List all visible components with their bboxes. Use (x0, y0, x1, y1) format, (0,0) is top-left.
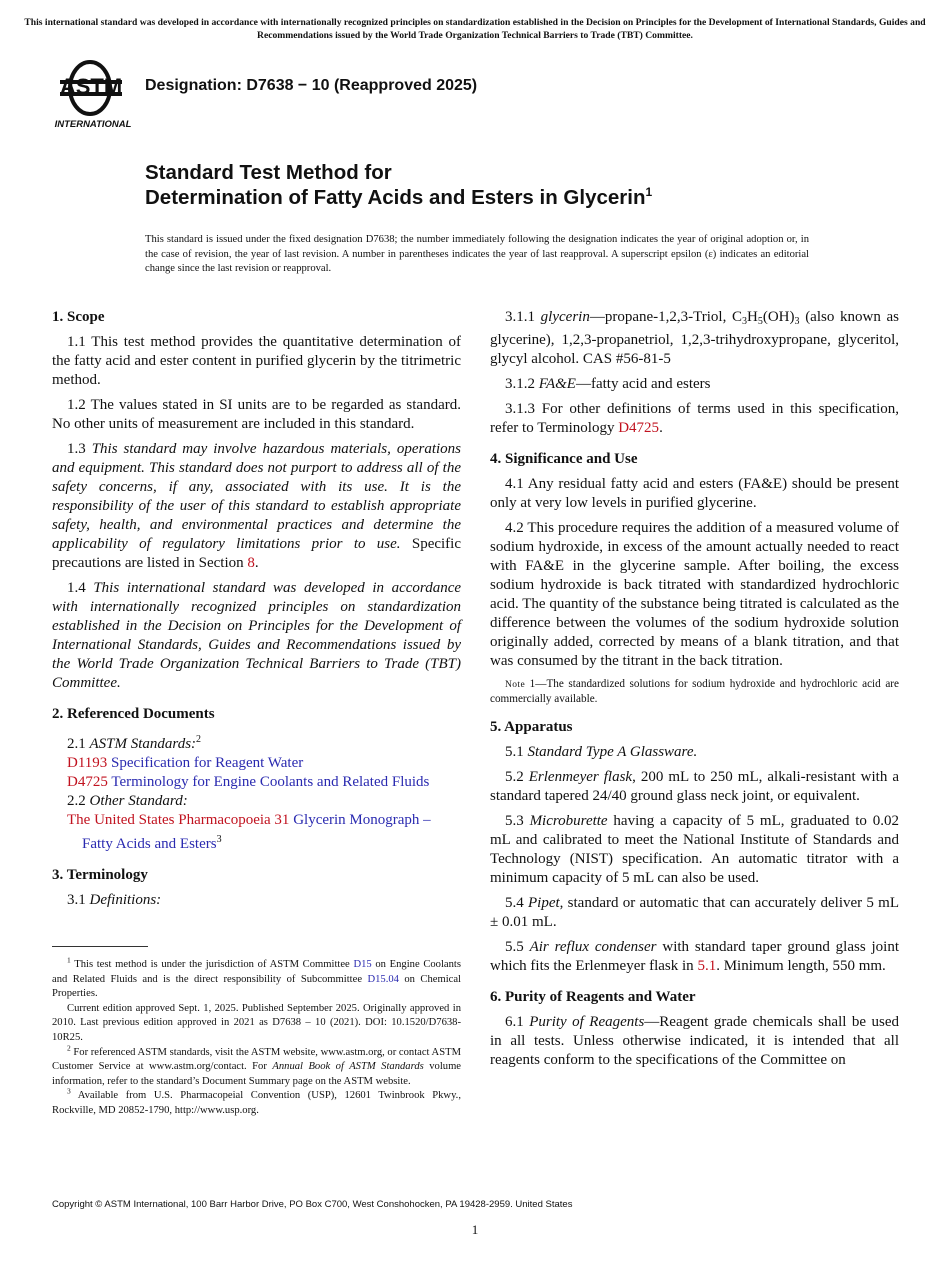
section-heading-purity: 6. Purity of Reagents and Water (490, 989, 696, 1005)
ref-usp-code[interactable]: The United States Pharmacopoeia 31 (67, 812, 290, 828)
para-1-4: 1.4 This international standard was developed in accordance with internationally recognized principles on standardization established in the Decision on Principles for the Development of International Standards, Guides and Recommendations issued by the World Trade Organization Technical Barriers to Trade (TBT) Committee. (52, 580, 462, 691)
copyright: Copyright © ASTM International, 100 Barr Harbor Drive, PO Box C700, West Conshohocken, PA 19428-2959. United States (52, 1199, 573, 1210)
logo-subtext: INTERNATIONAL (54, 119, 132, 130)
para-4-1: 4.1 Any residual fatty acid and esters (FA&E) should be present only at very low levels in purified glycerine. (490, 476, 899, 511)
section-heading-significance: 4. Significance and Use (490, 451, 638, 467)
section-heading-terminology: 3. Terminology (52, 867, 148, 883)
fn-d1504-link[interactable]: D15.04 (367, 973, 399, 985)
title-footnote-mark: 1 (645, 185, 653, 200)
footnote-1: $^1$ This test method is under the jurisdiction of ASTM Committee D15 on Engine Coolants and Related Fluids and is the direct responsibility of Subcommittee D15.04 on Chemical Properties. (52, 955, 461, 1000)
issued-note: This standard is issued under the fixed designation D7638; the number immediately following the designation indicates the year of original adoption or, in the case of revision, the year of last revision. A number in parentheses indicates the year of last reapproval. A superscript epsilon (ε) indicates an editorial change since the last revision or reapproval. (145, 234, 809, 275)
para-5-4: 5.4 Pipet, standard or automatic that can accurately deliver 5 mL ± 0.01 mL. (490, 895, 899, 930)
section-5-1-link[interactable]: 5.1 (697, 958, 717, 974)
section-heading-apparatus: 5. Apparatus (490, 719, 573, 735)
footnote-rule (52, 946, 148, 947)
title-line-2: Determination of Fatty Acids and Esters in Glycerin$^1$ (145, 185, 653, 209)
d4725-link[interactable]: D4725 (618, 420, 660, 436)
para-3-1: 3.1 Definitions: (67, 892, 162, 908)
para-5-2: 5.2 Erlenmeyer flask, 200 mL to 250 mL, alkali-resistant with a standard tapered 24/40 ground glass neck joint, or equivalent. (490, 769, 900, 804)
designation: Designation: D7638 − 10 (Reapproved 2025) (145, 77, 478, 94)
ref-d1193-code[interactable]: D1193 (67, 755, 108, 771)
top-notice: This international standard was developed in accordance with internationally recognized principles on standardization established in the Decision on Principles for the Development of International Standards, Guides and Recommendations issued by the World Trade Organization Technical Barriers to Trade (TBT) Committee. (24, 17, 926, 41)
section-8-link[interactable]: 8 (247, 555, 255, 571)
left-column (52, 303, 461, 916)
ref-usp-title-a[interactable]: Glycerin Monograph – (293, 812, 431, 828)
ref-d4725-code[interactable]: D4725 (67, 774, 108, 790)
right-column (490, 303, 899, 1076)
para-6-1: 6.1 Purity of Reagents—Reagent grade chemicals shall be used in all tests. Unless otherwise indicated, it is intended that all reagents conform to the specifications of the Committee on (490, 1014, 899, 1068)
ref-d4725 (52, 773, 461, 792)
note-1: Note 1—The standardized solutions for sodium hydroxide and hydrochloric acid are commercially available. (490, 678, 900, 705)
para-1-2: 1.2 The values stated in SI units are to be regarded as standard. No other units of measurement are included in this standard. (52, 397, 461, 432)
section-heading-scope: 1. Scope (52, 309, 105, 325)
document-title (145, 160, 652, 210)
para-1-1: 1.1 This test method provides the quantitative determination of the fatty acid and ester content in purified glycerin by the titrimetric method. (52, 334, 461, 388)
ref-usp (52, 811, 461, 830)
footnote-1-edition: Current edition approved Sept. 1, 2025. Published September 2025. Originally approved in 2010. Last previous edition approved in 2021 as D7638 – 10 (2021). DOI: 10.1520/D7638-10R25. (52, 1002, 461, 1043)
fn-d15-link[interactable]: D15 (353, 959, 372, 970)
astm-logo (52, 58, 134, 130)
page-number: 1 (471, 1222, 479, 1237)
title-line-1: Standard Test Method for (145, 161, 392, 184)
footnotes (52, 955, 462, 1119)
ref-usp-cont: Fatty Acids and Esters$^3$ (52, 830, 461, 854)
para-3-1-2: 3.1.2 FA&E—fatty acid and esters (505, 376, 711, 392)
para-4-2: 4.2 This procedure requires the addition of a measured volume of sodium hydroxide, in excess of the amount actually needed to react with FA&E in the glycerine sample. After boiling, the excess sodium hydroxide is back titrated with standardized hydrochloric acid. The quantity of the substance being titrated is calculated as the difference between the volumes of the sodium hydroxide solution originally added, corrected by means of a blank titration, and that was consumed by the titrant in the back titration. (490, 520, 899, 669)
para-1-3: 1.3 This standard may involve hazardous materials, operations and equipment. This standard does not purport to address all of the safety concerns, if any, associated with its use. It is the responsibility of the user of this standard to establish appropriate safety, health, and environmental practices and determine the applicability of regulatory limitations prior to use. Specific precautions are listed in Section 8. (52, 441, 462, 571)
para-5-3: 5.3 Microburette having a capacity of 5 mL, graduated to 0.02 mL and calibrated to meet the National Institute of Standards and Technology (NIST) specification. An automatic titrator with a minimum capacity of 5 mL can also be used. (490, 813, 899, 886)
section-heading-referenced-documents: 2. Referenced Documents (52, 706, 215, 722)
footnote-2: $^2$ For referenced ASTM standards, visit the ASTM website, www.astm.org, or contact ASTM Customer Service at www.astm.org/contact. For Annual Book of ASTM Standards volume information, refer to the standard’s Document Summary page on the ASTM website. (52, 1043, 462, 1087)
para-3-1-1: 3.1.1 glycerin—propane-1,2,3-Triol, $C_3H_5(OH)_3$ (also known as glycerine), 1,2,3-propanetriol, 1,2,3-trihydroxypropane, glyceritol, glycyl alcohol. CAS #56-81-5 (490, 309, 899, 367)
ref-d4725-title[interactable]: Terminology for Engine Coolants and Related Fluids (111, 774, 430, 790)
footnote-3: $^3$ Available from U.S. Pharmacopeial Convention (USP), 12601 Twinbrook Pkwy., Rockville, MD 20852-1790, http://www.usp.org. (52, 1086, 461, 1116)
para-2-1: 2.1 ASTM Standards:$^2$ (67, 734, 202, 752)
logo-text: ASTM (59, 74, 123, 99)
para-5-5: 5.5 Air reflux condenser with standard taper ground glass joint which fits the Erlenmeyer flask in 5.1. Minimum length, 550 mm. (490, 939, 900, 974)
ref-usp-title-b[interactable]: Fatty Acids and Esters (82, 836, 217, 852)
ref-d1193-title[interactable]: Specification for Reagent Water (111, 755, 304, 771)
ref-d1193 (52, 754, 461, 773)
para-2-2: 2.2 Other Standard: (67, 793, 188, 809)
para-3-1-3: 3.1.3 For other definitions of terms used in this specification, refer to Terminology D4725. (490, 401, 899, 436)
para-5-1: 5.1 Standard Type A Glassware. (505, 744, 698, 760)
